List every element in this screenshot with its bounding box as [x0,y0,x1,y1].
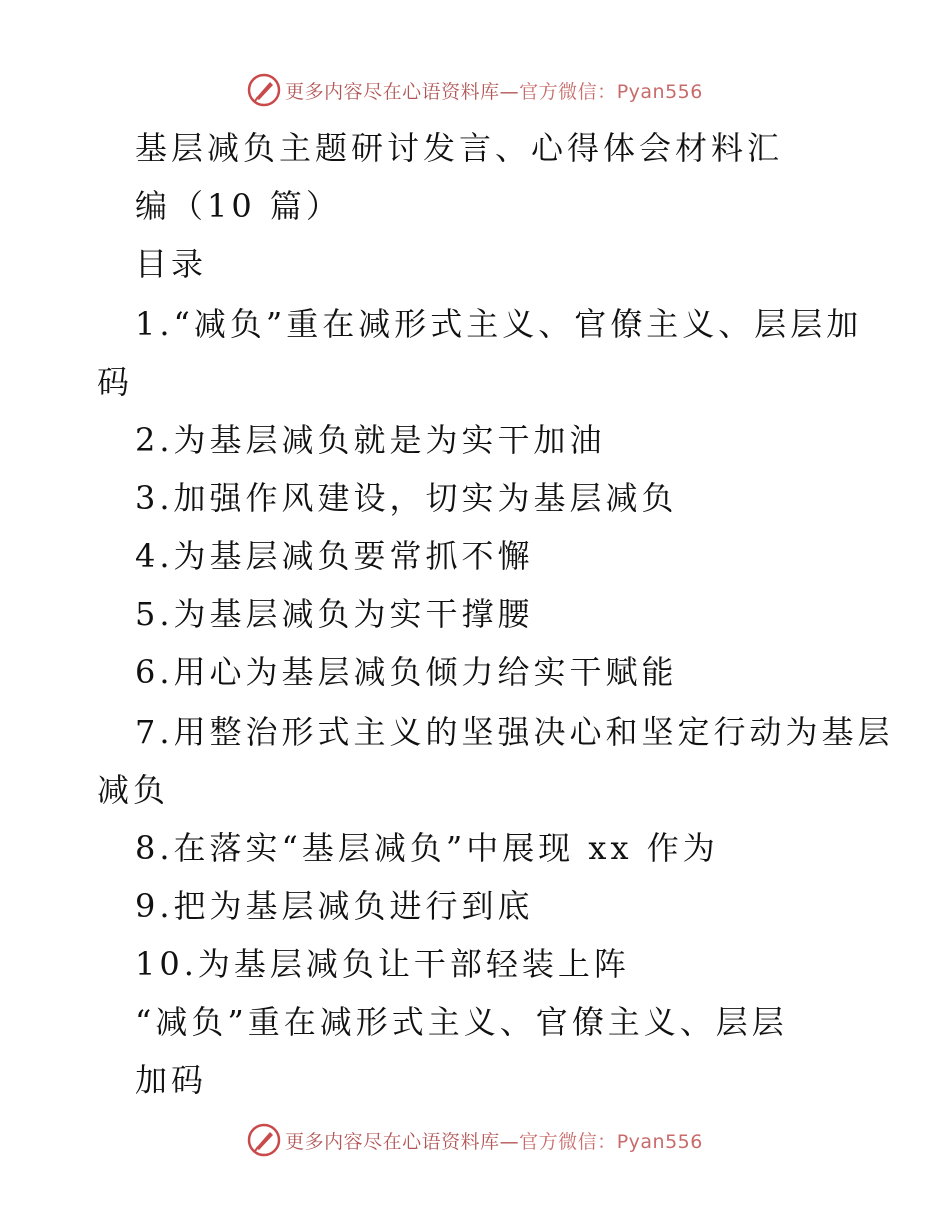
section-title-line-1: “减负”重在减形式主义、官僚主义、层层 [135,1003,788,1041]
toc-item-9: 9.把为基层减负进行到底 [135,887,534,925]
section-title-line-2: 加码 [135,1061,208,1099]
toc-item-4: 4.为基层减负要常抓不懈 [135,537,534,575]
toc-item-2: 2.为基层减负就是为实干加油 [135,421,606,459]
watermark-text: 更多内容尽在心语资料库—官方微信：Pyan556 [285,80,703,103]
quill-logo-icon [247,1123,281,1157]
toc-item-1: 1.“减负”重在减形式主义、官僚主义、层层加 [135,305,863,343]
toc-item-6: 6.用心为基层减负倾力给实干赋能 [135,653,678,691]
toc-item-7-continued: 减负 [97,771,170,809]
watermark-banner-top [0,70,950,110]
toc-item-7: 7.用整治形式主义的坚强决心和坚定行动为基层 [135,713,894,751]
toc-item-10: 10.为基层减负让干部轻装上阵 [135,945,630,983]
toc-item-3: 3.加强作风建设，切实为基层减负 [135,479,678,517]
toc-item-5: 5.为基层减负为实干撑腰 [135,595,534,633]
document-title-line-2: 编（10 篇） [135,187,342,225]
toc-item-1-continued: 码 [97,363,134,401]
toc-heading: 目录 [135,245,208,283]
quill-logo-icon [247,73,281,107]
toc-item-8: 8.在落实“基层减负”中展现 xx 作为 [135,829,719,867]
document-title-line-1: 基层减负主题研讨发言、心得体会材料汇 [135,129,784,167]
watermark-banner-bottom [0,1120,950,1160]
watermark-text: 更多内容尽在心语资料库—官方微信：Pyan556 [285,1130,703,1153]
